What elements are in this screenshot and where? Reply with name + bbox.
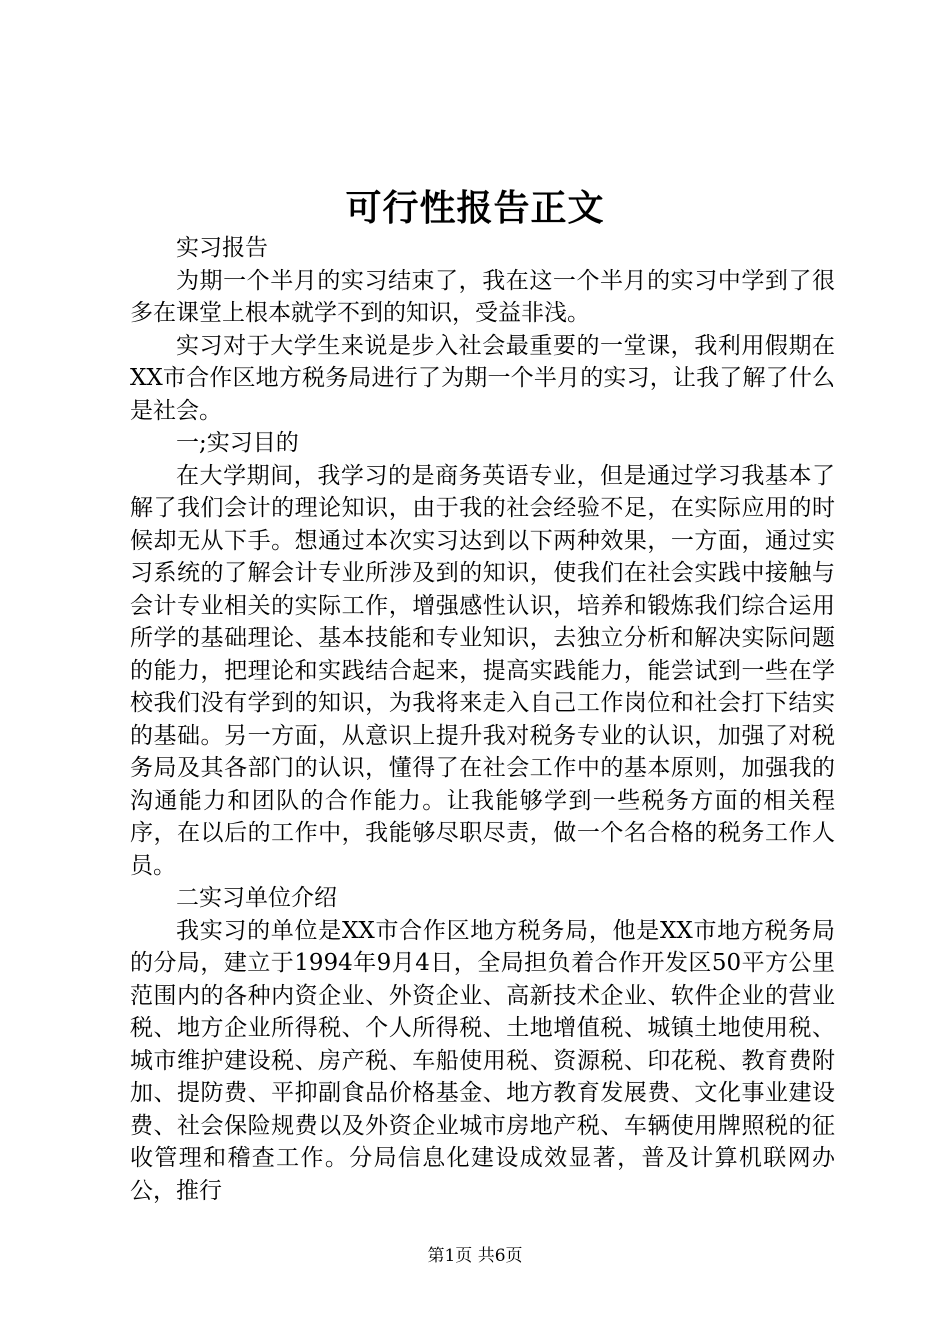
paragraph-overview: 实习对于大学生来说是步入社会最重要的一堂课，我利用假期在XX市合作区地方税务局进行了为期一个半月的实习，让我了解了什么是社会。: [130, 332, 835, 424]
document-body: [130, 232, 835, 1207]
paragraph-unit: 我实习的单位是XX市合作区地方税务局，他是XX市地方税务局的分局，建立于1994年9月4日，全局担负着合作开发区50平方公里范围内的各种内资企业、外资企业、高新技术企业、软件企业的营业税、地方企业所得税、个人所得税、土地增值税、城镇土地使用税、城市维护建设税、房产税、车船使用税、资源税、印花税、教育费附加、提防费、平抑副食品价格基金、地方教育发展费、文化事业建设费、社会保险规费以及外资企业城市房地产税、车辆使用牌照税的征收管理和稽查工作。分局信息化建设成效显著，普及计算机联网办公，推行: [130, 917, 835, 1204]
paragraph-purpose: 在大学期间，我学习的是商务英语专业，但是通过学习我基本了解了我们会计的理论知识，由于我的社会经验不足，在实际应用的时候却无从下手。想通过本次实习达到以下两种效果，一方面，通过实习系统的了解会计专业所涉及到的知识，使我们在社会实践中接触与会计专业相关的实际工作，增强感性认识，培养和锻炼我们综合运用所学的基础理论、基本技能和专业知识，去独立分析和解决实际问题的能力，把理论和实践结合起来，提高实践能力，能尝试到一些在学校我们没有学到的知识，为我将来走入自己工作岗位和社会打下结实的基础。另一方面，从意识上提升我对税务专业的认识，加强了对税务局及其各部门的认识，懂得了在社会工作中的基本原则，加强我的沟通能力和团队的合作能力。让我能够学到一些税务方面的相关程序，在以后的工作中，我能够尽职尽责，做一个名合格的税务工作人员。: [130, 462, 835, 879]
paragraph-intro: 为期一个半月的实习结束了，我在这一个半月的实习中学到了很多在课堂上根本就学不到的知识，受益非浅。: [130, 267, 835, 326]
section-heading-unit: 二实习单位介绍: [176, 885, 337, 911]
page-footer: 第1页 共6页: [427, 1246, 523, 1266]
section-heading-purpose: 一;实习目的: [176, 430, 299, 456]
section-heading-report: 实习报告: [176, 235, 268, 261]
document-title: 可行性报告正文: [345, 187, 605, 229]
